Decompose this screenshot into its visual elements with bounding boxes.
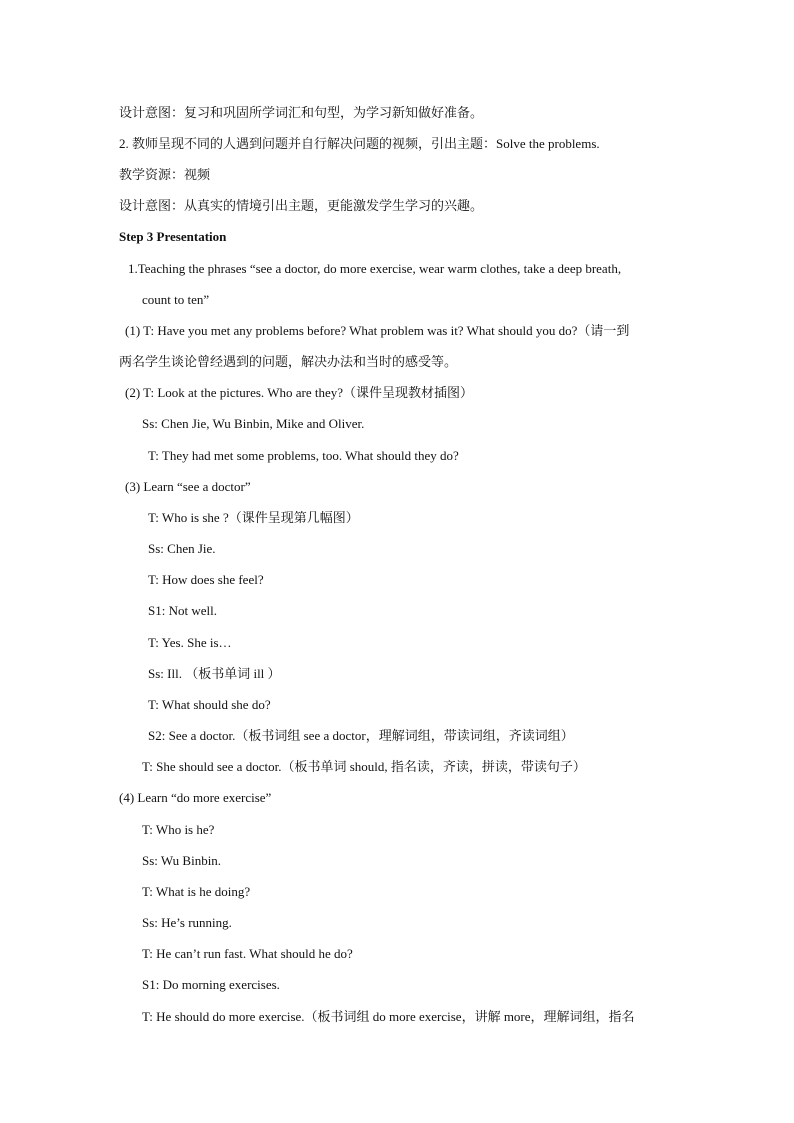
- dialogue-line: Ss: Chen Jie.: [148, 541, 216, 556]
- step-2-video-topic: 2. 教师呈现不同的人遇到问题并自行解决问题的视频，引出主题：Solve the problems.: [119, 136, 600, 151]
- dialogue-problems-note: 两名学生谈论曾经遇到的问题，解决办法和当时的感受等。: [119, 354, 458, 369]
- dialogue-line: T: Yes. She is…: [148, 635, 232, 650]
- dialogue-line: T: What should she do?: [148, 697, 271, 712]
- dialogue-look-pictures: (2) T: Look at the pictures. Who are they?（课件呈现教材插图）: [125, 385, 473, 400]
- subsection-do-more-exercise: (4) Learn “do more exercise”: [119, 790, 272, 805]
- phrase-teaching-intro: 1.Teaching the phrases “see a doctor, do more exercise, wear warm clothes, take a deep breath,: [128, 261, 622, 276]
- dialogue-line: Ss: Chen Jie, Wu Binbin, Mike and Oliver.: [142, 416, 365, 431]
- dialogue-line: T: What is he doing?: [142, 884, 251, 899]
- dialogue-line: Ss: Ill. （板书单词 ill ）: [148, 666, 281, 681]
- dialogue-line: T: They had met some problems, too. What should they do?: [148, 448, 459, 463]
- section-heading-step-3: Step 3 Presentation: [119, 229, 227, 244]
- subsection-see-a-doctor: (3) Learn “see a doctor”: [125, 479, 251, 494]
- dialogue-line: S1: Do morning exercises.: [142, 977, 280, 992]
- design-intent-situation: 设计意图：从真实的情境引出主题，更能激发学生学习的兴趣。: [119, 198, 484, 213]
- dialogue-line: S2: See a doctor.（板书词组 see a doctor，理解词组，带读词组，齐读词组）: [148, 728, 574, 743]
- phrase-teaching-intro-continued: count to ten”: [142, 292, 210, 307]
- dialogue-line: T: Who is he?: [142, 822, 215, 837]
- dialogue-line: T: She should see a doctor.（板书单词 should, 指名读，齐读，拼读，带读句子）: [142, 759, 586, 774]
- dialogue-line: S1: Not well.: [148, 603, 217, 618]
- dialogue-line: Ss: Wu Binbin.: [142, 853, 222, 868]
- design-intent-review: 设计意图：复习和巩固所学词汇和句型，为学习新知做好准备。: [119, 105, 484, 120]
- teaching-resource: 教学资源：视频: [119, 167, 211, 182]
- dialogue-problems-question: (1) T: Have you met any problems before? What problem was it? What should you do?（请一到: [125, 323, 630, 338]
- dialogue-line: T: How does she feel?: [148, 572, 264, 587]
- dialogue-line: T: Who is she ?（课件呈现第几幅图）: [148, 510, 359, 525]
- dialogue-line: T: He should do more exercise.（板书词组 do more exercise，讲解 more，理解词组，指名: [142, 1009, 635, 1024]
- dialogue-line: Ss: He’s running.: [142, 915, 232, 930]
- dialogue-line: T: He can’t run fast. What should he do?: [142, 946, 353, 961]
